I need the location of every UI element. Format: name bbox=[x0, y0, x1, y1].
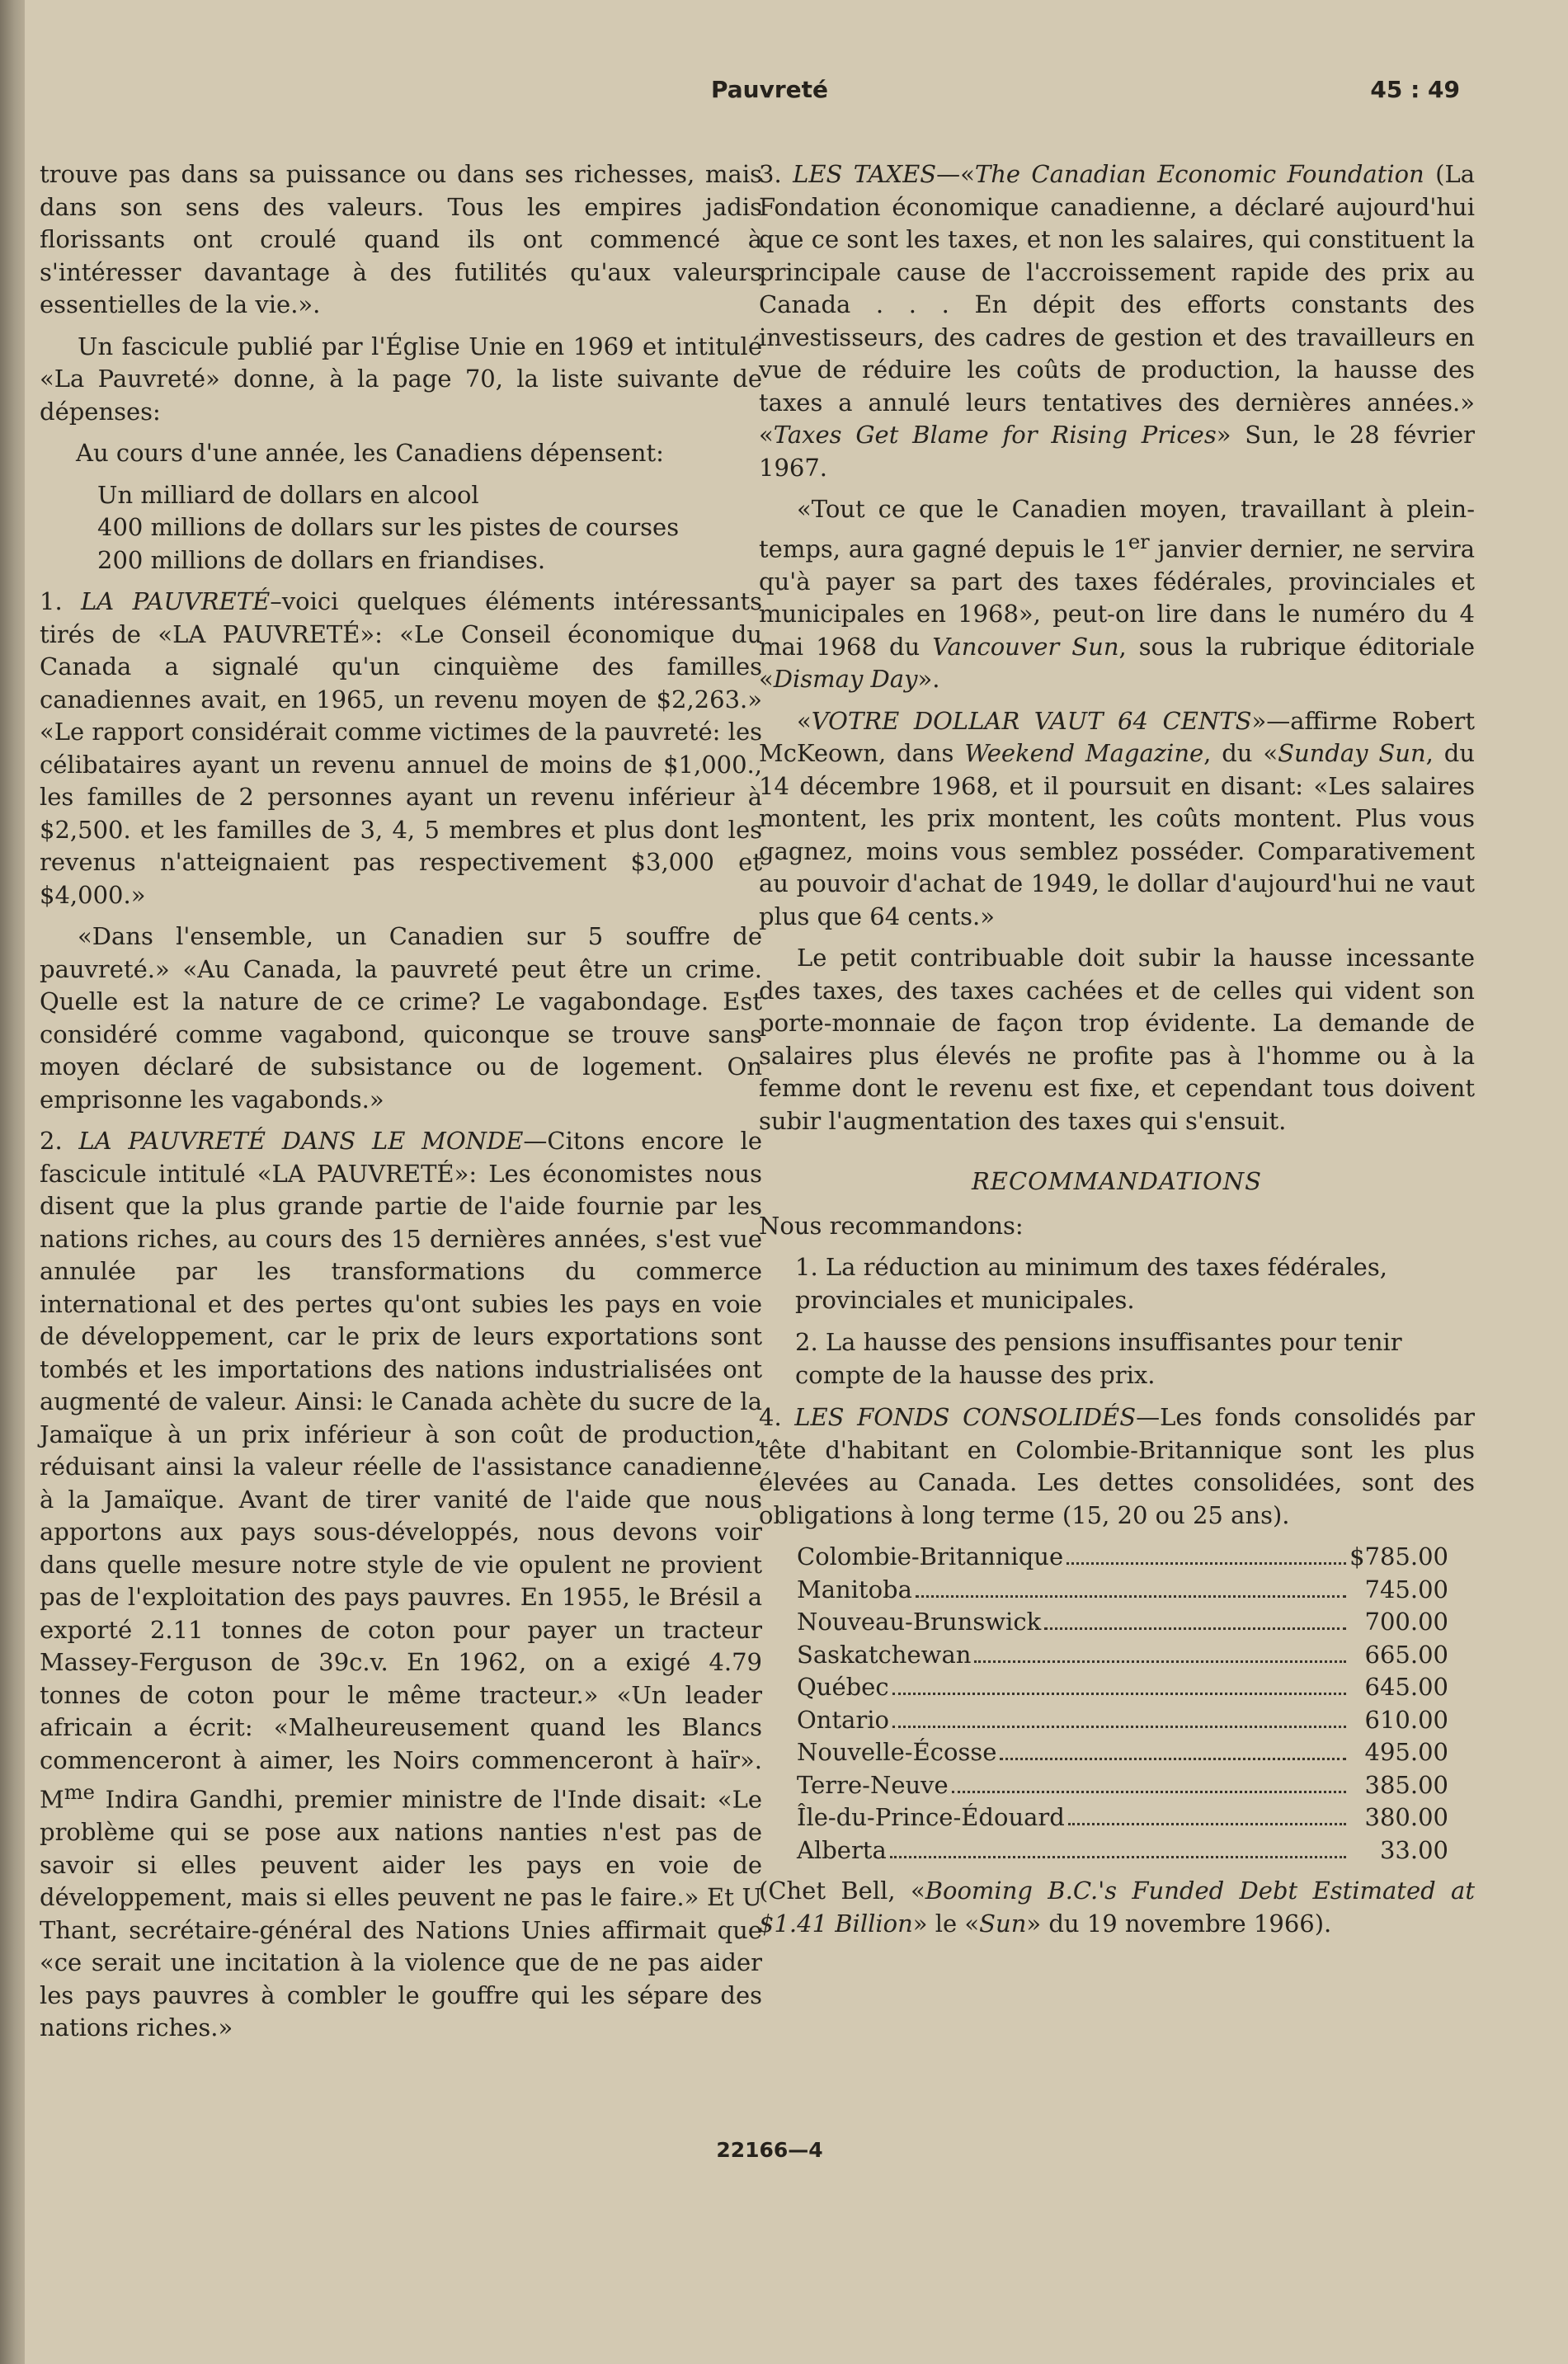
left-column bbox=[40, 158, 762, 2054]
paragraph-fascicule: Un fascicule publié par l'Église Unie en 1969 et intitulé «La Pauvreté» donne, à la page 70, la liste suivante de dépenses: bbox=[40, 332, 762, 426]
table-row bbox=[797, 1639, 1448, 1672]
section-1-number: 1. bbox=[40, 587, 63, 615]
text-run: , du « bbox=[1203, 739, 1278, 768]
province-name: Nouveau-Brunswick bbox=[797, 1608, 1042, 1636]
section-4-paragraph bbox=[759, 1401, 1475, 1532]
text-run: »—affirme Robert McKeown, dans bbox=[759, 706, 1475, 768]
province-name: Colombie-Britannique bbox=[797, 1542, 1064, 1571]
leader-dots bbox=[892, 1693, 1346, 1695]
section-1-text: –voici quelques éléments intéressants tirés de «LA PAUVRETÉ»: «Le Conseil économique du Canada a signalé qu'un cinquième des familles canadiennes avait, en 1965, un revenu moyen de $2,263.» «Le rapport considérait comme victimes de la pauvreté: les célibataires ayant un revenu annuel de moins de $1,000., les familles de 2 personnes ayant un revenu inférieur à $2,500. et les familles de 3, 4, 5 membres et plus dont les revenus n'atteignaient pas respectivement $3,000 et $4,000.» bbox=[40, 587, 762, 909]
section-3-number: 3. bbox=[759, 160, 782, 188]
section-2-number: 2. bbox=[40, 1127, 63, 1155]
section-3-source-title: Taxes Get Blame for Rising Prices bbox=[773, 421, 1217, 449]
leader-dots bbox=[1044, 1627, 1346, 1630]
recommendations-intro: Nous recommandons: bbox=[759, 1211, 1024, 1240]
superscript: er bbox=[1128, 530, 1150, 553]
spending-item: 400 millions de dollars sur les pistes de courses bbox=[97, 513, 680, 541]
section-4-number: 4. bbox=[759, 1403, 782, 1432]
leader-dots bbox=[952, 1791, 1346, 1793]
spending-item: Un milliard de dollars en alcool bbox=[97, 480, 479, 509]
running-head bbox=[25, 76, 1568, 117]
text-run: » le « bbox=[912, 1909, 980, 1938]
page-title: Pauvreté bbox=[710, 76, 829, 103]
publication-title: Vancouver Sun bbox=[932, 632, 1119, 661]
province-name: Manitoba bbox=[797, 1575, 912, 1603]
debt-amount: 645.00 bbox=[1364, 1673, 1448, 1702]
newspaper-title: Sun bbox=[979, 1909, 1027, 1938]
recommendations-heading: RECOMMANDATIONS bbox=[971, 1167, 1263, 1196]
paragraph-petit-contribuable: Le petit contribuable doit subir la hausse incessante des taxes, des taxes cachées et de celles qui vident son porte-monnaie de façon trop évidente. La demande de salaires plus élevés ne profite pas à l'homme ou à la femme dont le revenu est fixe, et cependant tous doivent subir l'augmentation des taxes qui s'ensuit. bbox=[759, 944, 1475, 1135]
text-run: « bbox=[797, 706, 812, 735]
text-run: » du 19 novembre 1966). bbox=[1026, 1909, 1332, 1938]
magazine-title: Weekend Magazine bbox=[964, 739, 1204, 768]
section-3-paragraph bbox=[759, 158, 1475, 484]
leader-dots bbox=[1000, 1758, 1346, 1760]
section-1-title: LA PAUVRETÉ bbox=[81, 587, 271, 615]
spending-list bbox=[40, 479, 762, 577]
citation bbox=[759, 1875, 1475, 1940]
leader-dots bbox=[892, 1726, 1346, 1728]
paragraph-dollar-64-cents bbox=[759, 705, 1475, 934]
section-2-text: —Citons encore le fascicule intitulé «LA PAUVRETÉ»: Les économistes nous disent que la plus grande partie de l'aide fournie par les nations riches, au cours des 15 dernières années, s'est vue annulée par les transformations du commerce international et des pertes qu'ont subies les pays en voie de développement, car le prix de leurs exportations sont tombés et les importations des nations industrialisées ont augmenté de valeur. Ainsi: le Canada achète du sucre de la Jamaïque à un prix inférieur à son coût de production, réduisant ainsi la valeur réelle de l'assistance canadienne à la Jamaïque. Avant de tirer vanité de l'aide que nous apportons aux pays sous-développés, nous devons voir dans quelle mesure notre style de vie opulent ne provient pas de l'exploitation des pays pauvres. En 1955, le Brésil a exporté 2.11 tonnes de coton pour payer un tracteur Massey-Ferguson de 39c.v. En 1962, on a exigé 4.79 tonnes de coton pour le même tracteur.» «Un leader africain a écrit: «Malheureusement quand les Blancs commenceront à aimer, les Noirs commenceront à haïr». M bbox=[40, 1127, 763, 1814]
province-name: Île-du-Prince-Édouard bbox=[797, 1803, 1065, 1832]
text-run: , sous la rubrique éditoriale « bbox=[759, 632, 1475, 694]
page-number: 45 : 49 bbox=[1370, 76, 1460, 103]
text-run: «Tout ce que le Canadien moyen, travaillant à plein-temps, aura gagné depuis le 1 bbox=[759, 495, 1475, 563]
text-run: (Chet Bell, « bbox=[759, 1877, 925, 1905]
debt-amount: 380.00 bbox=[1364, 1803, 1448, 1832]
quote-title: VOTRE DOLLAR VAUT 64 CENTS bbox=[811, 706, 1252, 735]
table-row bbox=[797, 1769, 1448, 1802]
section-2-paragraph bbox=[40, 1125, 762, 2045]
section-3-text: (La Fondation économique canadienne, a déclaré aujourd'hui que ce sont les taxes, et non les salaires, qui constituent la principale cause de l'accroissement rapide des prix au Canada . . . En dépit des efforts constants des investisseurs, des cadres de gestion et des travailleurs en vue de réduire les coûts de production, la hausse des taxes a annulé leurs tentatives des dernières années.» « bbox=[759, 160, 1475, 449]
table-row bbox=[797, 1704, 1448, 1737]
province-name: Alberta bbox=[797, 1835, 887, 1864]
funded-debt-table bbox=[797, 1541, 1448, 1867]
book-page bbox=[25, 0, 1568, 2364]
recommendation-item: 2. La hausse des pensions insuffisantes pour tenir compte de la hausse des prix. bbox=[795, 1328, 1402, 1389]
table-row bbox=[797, 1574, 1448, 1607]
text-run: ». bbox=[917, 665, 940, 694]
debt-amount: 700.00 bbox=[1364, 1608, 1448, 1636]
debt-amount: $785.00 bbox=[1349, 1542, 1448, 1571]
section-3-title: LES TAXES bbox=[793, 160, 937, 188]
article-title: Booming B.C.'s Funded Debt Estimated at $1.41 Billion bbox=[759, 1877, 1475, 1938]
paragraph-pauvrete-crime: «Dans l'ensemble, un Canadien sur 5 souffre de pauvreté.» «Au Canada, la pauvreté peut être un crime. Quelle est la nature de ce crime? Le vagabondage. Est considéré comme vagabond, quiconque se trouve sans moyen déclaré de subsistance ou de logement. On emprisonne les vagabonds.» bbox=[40, 922, 762, 1114]
province-name: Ontario bbox=[797, 1705, 889, 1734]
province-name: Nouvelle-Écosse bbox=[797, 1738, 997, 1767]
debt-amount: 495.00 bbox=[1364, 1738, 1448, 1767]
leader-dots bbox=[974, 1660, 1346, 1663]
province-name: Terre-Neuve bbox=[797, 1770, 949, 1799]
debt-amount: 33.00 bbox=[1379, 1835, 1448, 1864]
province-name: Québec bbox=[797, 1673, 889, 1702]
debt-amount: 665.00 bbox=[1364, 1640, 1448, 1669]
section-3-organization: The Canadian Economic Foundation bbox=[974, 160, 1424, 188]
debt-amount: 385.00 bbox=[1364, 1770, 1448, 1799]
section-4-title: LES FONDS CONSOLIDÉS bbox=[794, 1403, 1137, 1432]
table-row bbox=[797, 1801, 1448, 1834]
table-row bbox=[797, 1736, 1448, 1769]
section-2-superscript: me bbox=[64, 1781, 95, 1804]
table-row bbox=[797, 1671, 1448, 1704]
rubric-title: Dismay Day bbox=[773, 665, 918, 694]
paragraph-vancouver-sun bbox=[759, 493, 1475, 696]
province-name: Saskatchewan bbox=[797, 1640, 972, 1669]
table-row bbox=[797, 1834, 1448, 1867]
leader-dots bbox=[890, 1856, 1346, 1858]
section-2-text-continued: Indira Gandhi, premier ministre de l'Inde disait: «Le problème qui se pose aux nations nanties n'est pas de savoir si elles peuvent aider les pays en voie de développement, mais si elles peuvent ne pas le faire.» Et U Thant, secrétaire-général des Nations Unies affirmait que «ce serait une incitation à la violence que de ne pas aider les pays pauvres à combler le gouffre qui les sépare des nations riches.» bbox=[40, 1785, 762, 2042]
footer-signature-code: 22166—4 bbox=[716, 2138, 823, 2162]
leader-dots bbox=[1067, 1562, 1346, 1565]
section-3-dash: —« bbox=[936, 160, 975, 188]
text-run: , du 14 décembre 1968, et il poursuit en disant: «Les salaires montent, les prix montent, les coûts montent. Plus vous gagnez, moins vous semblez posséder. Comparativement au pouvoir d'achat de 1949, le dollar d'aujourd'hui ne vaut plus que 64 cents.» bbox=[759, 739, 1475, 930]
paragraph-continuation: trouve pas dans sa puissance ou dans ses richesses, mais dans son sens des valeurs. Tous les empires jadis florissants ont croulé quand ils ont commencé à s'intéresser davantage à des futilités qu'aux valeurs essentielles de la vie.». bbox=[40, 160, 762, 318]
debt-amount: 745.00 bbox=[1364, 1575, 1448, 1603]
section-1-paragraph bbox=[40, 586, 762, 911]
newspaper-title: Sunday Sun bbox=[1278, 739, 1426, 768]
text-run: janvier dernier, ne servira qu'à payer sa part des taxes fédérales, provinciales et municipales en 1968», peut-on lire dans le numéro du 4 mai 1968 du bbox=[759, 534, 1475, 661]
recommendation-item: 1. La réduction au minimum des taxes fédérales, provinciales et municipales. bbox=[795, 1253, 1387, 1314]
leader-dots bbox=[916, 1595, 1346, 1598]
spending-item: 200 millions de dollars en friandises. bbox=[97, 545, 546, 574]
section-3-source-end: » Sun, le 28 février 1967. bbox=[759, 421, 1476, 482]
table-row bbox=[797, 1606, 1448, 1639]
section-4-text: —Les fonds consolidés par tête d'habitant en Colombie-Britannique sont les plus élevées au Canada. Les dettes consolidées, sont des obligations à long terme (15, 20 ou 25 ans). bbox=[759, 1403, 1475, 1529]
paragraph-depenses-intro: Au cours d'une année, les Canadiens dépensent: bbox=[76, 439, 664, 467]
leader-dots bbox=[1068, 1823, 1346, 1825]
right-column bbox=[759, 158, 1475, 1949]
section-2-title: LA PAUVRETÉ DANS LE MONDE bbox=[78, 1127, 524, 1155]
table-row bbox=[797, 1541, 1448, 1574]
debt-amount: 610.00 bbox=[1364, 1705, 1448, 1734]
